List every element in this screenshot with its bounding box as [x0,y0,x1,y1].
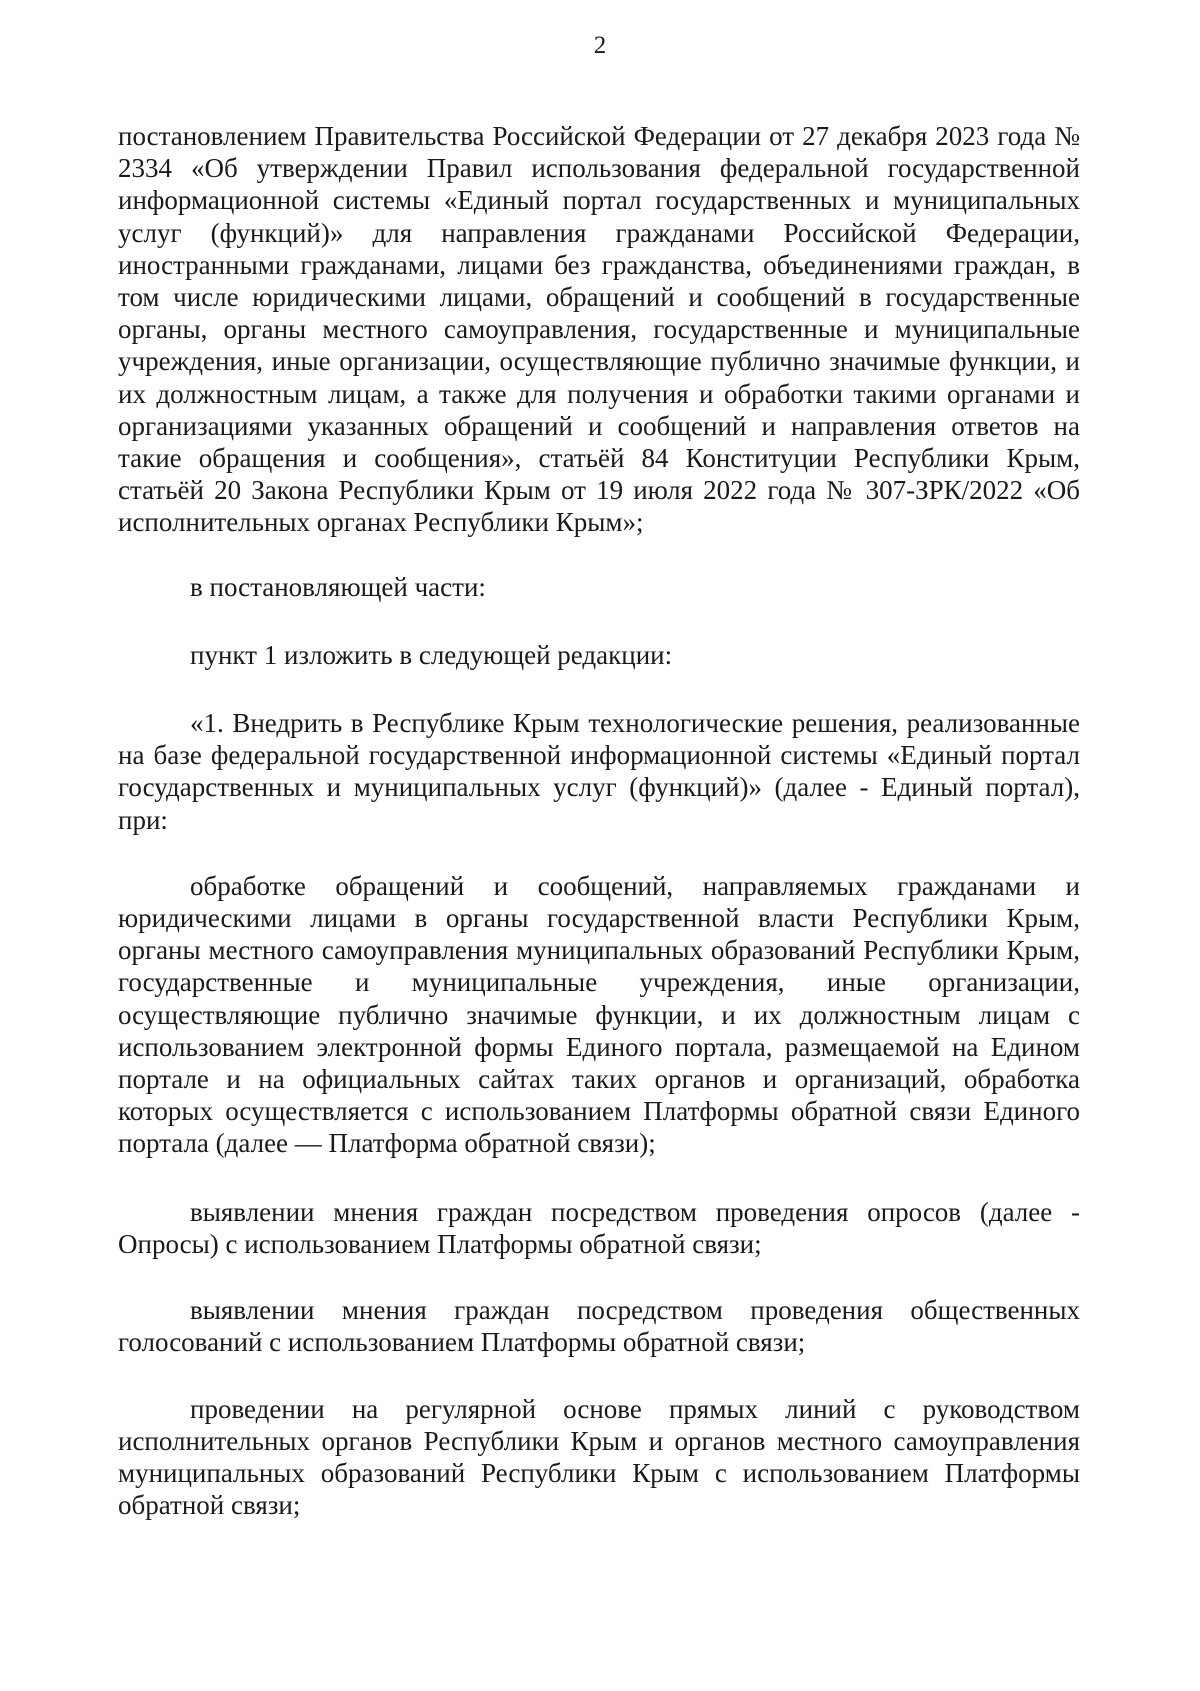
paragraph-preamble-continuation: постановлением Правительства Российской Федерации от 27 декабря 2023 года № 2334 «Об утверждении Правил использования федеральной государственной информационной системы «Единый портал государственных и муниципальных услуг (функций)» для направления гражданами Российской Федерации, иностранными гражданами, лицами без гражданства, объединениями граждан, в том числе юридическими лицами, обращений и сообщений в государственные органы, органы местного самоуправления, государственные и муниципальные учреждения, иные организации, осуществляющие публично значимые функции, и их должностным лицам, а также для получения и обработки такими органами и организациями указанных обращений и сообщений и направления ответов на такие обращения и сообщения», статьёй 84 Конституции Республики Крым, статьёй 20 Закона Республики Крым от 19 июля 2022 года № 307-ЗРК/2022 «Об исполнительных органах Республики Крым»; [118,121,1080,538]
document-body [118,120,1080,1521]
paragraph-public-voting: выявлении мнения граждан посредством проведения общественных голосований с использованием Платформы обратной связи; [118,1295,1080,1358]
paragraph-direct-lines: проведении на регулярной основе прямых линий с руководством исполнительных органов Республики Крым и органов местного самоуправления муниципальных образований Республики Крым с использованием Платформы обратной связи; [118,1393,1080,1521]
paragraph-item-1-text: «1. Внедрить в Республике Крым технологические решения, реализованные на базе федеральной государственной информационной системы «Единый портал государственных и муниципальных услуг (функций)» (далее - Единый портал), при: [118,708,1080,835]
paragraph-surveys: выявлении мнения граждан посредством проведения опросов (далее - Опросы) с использованием Платформы обратной связи; [118,1196,1080,1259]
paragraph-appeals-processing: обработке обращений и сообщений, направляемых гражданами и юридическими лицами в органы государственной власти Республики Крым, органы местного самоуправления муниципальных образований Республики Крым, государственные и муниципальные учреждения, иные организации, осуществляющие публично значимые функции, и их должностным лицам с использованием электронной формы Единого портала, размещаемой на Едином портале и на официальных сайтах таких органов и организаций, обработка которых осуществляется с использованием Платформы обратной связи Единого портала (далее — Платформа обратной связи); [118,870,1080,1159]
paragraph-operative-part: в постановляющей части: [190,571,486,602]
page-number: 2 [593,32,607,59]
paragraph-item-1-intro: пункт 1 изложить в следующей редакции: [190,639,673,670]
